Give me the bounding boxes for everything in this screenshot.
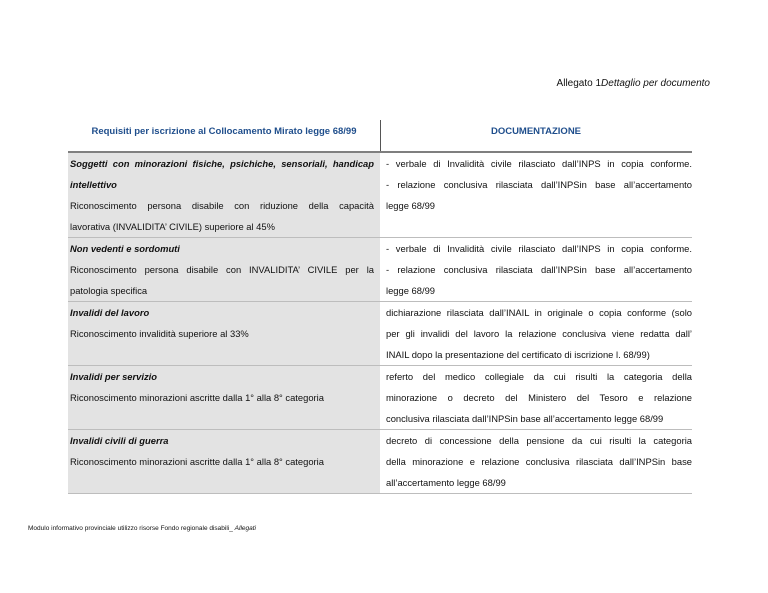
requirements-column-header: Requisiti per iscrizione al Collocamento Mirato legge 68/99 [91, 126, 357, 137]
attachment-label [557, 78, 710, 89]
documentation-line: decreto di concessione della pensione da cui risulti la categoria [386, 435, 692, 446]
requirement-line: Riconoscimento minorazioni ascritte dalla 1° alla 8° categoria [70, 456, 324, 467]
documentation-line: per gli invalidi del lavoro la relazione conclusiva viene redatta dall’ [386, 328, 692, 339]
documentation-cell [380, 302, 692, 365]
documentation-cell [380, 238, 692, 301]
footer-text: Modulo informativo provinciale utilizzo risorse Fondo regionale disabili_ [28, 525, 235, 532]
requirement-line: Riconoscimento invalidità superiore al 33% [70, 328, 249, 339]
requirement-cell [68, 302, 380, 365]
requirement-line [70, 472, 374, 493]
documentation-line: della minorazione e relazione conclusiva rilasciata dall’INPSin base [386, 456, 692, 467]
documentation-cell [380, 430, 692, 493]
requirement-cell [68, 238, 380, 301]
documentation-line: - verbale di Invalidità civile rilasciato dall’INPS in copia conforme. [386, 243, 692, 254]
table-row [68, 302, 692, 366]
requirement-line: Invalidi per servizio [70, 371, 158, 382]
requirement-line: Invalidi del lavoro [70, 307, 150, 318]
documentation-cell [380, 366, 692, 429]
table-row [68, 238, 692, 302]
attachment-subtitle: Dettaglio per documento [601, 78, 710, 89]
documentation-column-header: DOCUMENTAZIONE [490, 126, 582, 137]
documentation-line [386, 216, 692, 237]
footer-italic: Allegati [234, 525, 256, 532]
table-row [68, 153, 692, 238]
requirement-line: Invalidi civili di guerra [70, 435, 169, 446]
documentation-line: all’accertamento legge 68/99 [386, 477, 506, 488]
documentation-line: conclusiva rilasciata dall’INPSin base all’accertamento legge 68/99 [386, 413, 664, 424]
documentation-line: dichiarazione rilasciata dall’INAIL in originale o copia conforme (solo [386, 307, 692, 318]
requirement-cell [68, 153, 380, 237]
requirement-line: intellettivo [70, 179, 117, 190]
table-header [68, 120, 692, 151]
requirement-line: lavorativa (INVALIDITA’ CIVILE) superiore al 45% [70, 221, 275, 232]
documentation-line: INAIL dopo la presentazione del certificato di iscrizione l. 68/99) [386, 349, 650, 360]
attachment-number: Allegato 1 [556, 78, 602, 89]
requirement-cell [68, 430, 380, 493]
table-body [68, 153, 692, 494]
documentation-line: - verbale di Invalidità civile rilasciato dall’INPS in copia conforme. [386, 158, 692, 169]
documentation-line: minorazione o decreto del Ministero del Tesoro e relazione [386, 392, 692, 403]
requirement-line: Riconoscimento persona disabile con INVALIDITA’ CIVILE per la [70, 264, 374, 275]
requirement-line [70, 344, 374, 365]
requirement-line: Riconoscimento minorazioni ascritte dalla 1° alla 8° categoria [70, 392, 324, 403]
documentation-line: legge 68/99 [386, 285, 436, 296]
table-row [68, 366, 692, 430]
documentation-line: - relazione conclusiva rilasciata dall’INPSin base all’accertamento [386, 179, 692, 190]
documentation-line: - relazione conclusiva rilasciata dall’INPSin base all’accertamento [386, 264, 692, 275]
documentation-cell [380, 153, 692, 237]
requirement-line: patologia specifica [70, 285, 148, 296]
requirement-line: Riconoscimento persona disabile con riduzione della capacità [70, 200, 374, 211]
requirement-line: Soggetti con minorazioni fisiche, psichiche, sensoriali, handicap [70, 158, 374, 169]
requirement-cell [68, 366, 380, 429]
requirements-table [68, 120, 692, 494]
page-footer [28, 525, 256, 532]
documentation-line: referto del medico collegiale da cui risulti la categoria della [386, 371, 692, 382]
table-row [68, 430, 692, 494]
requirement-line: Non vedenti e sordomuti [70, 243, 180, 254]
requirement-line [70, 408, 374, 429]
documentation-line: legge 68/99 [386, 200, 436, 211]
